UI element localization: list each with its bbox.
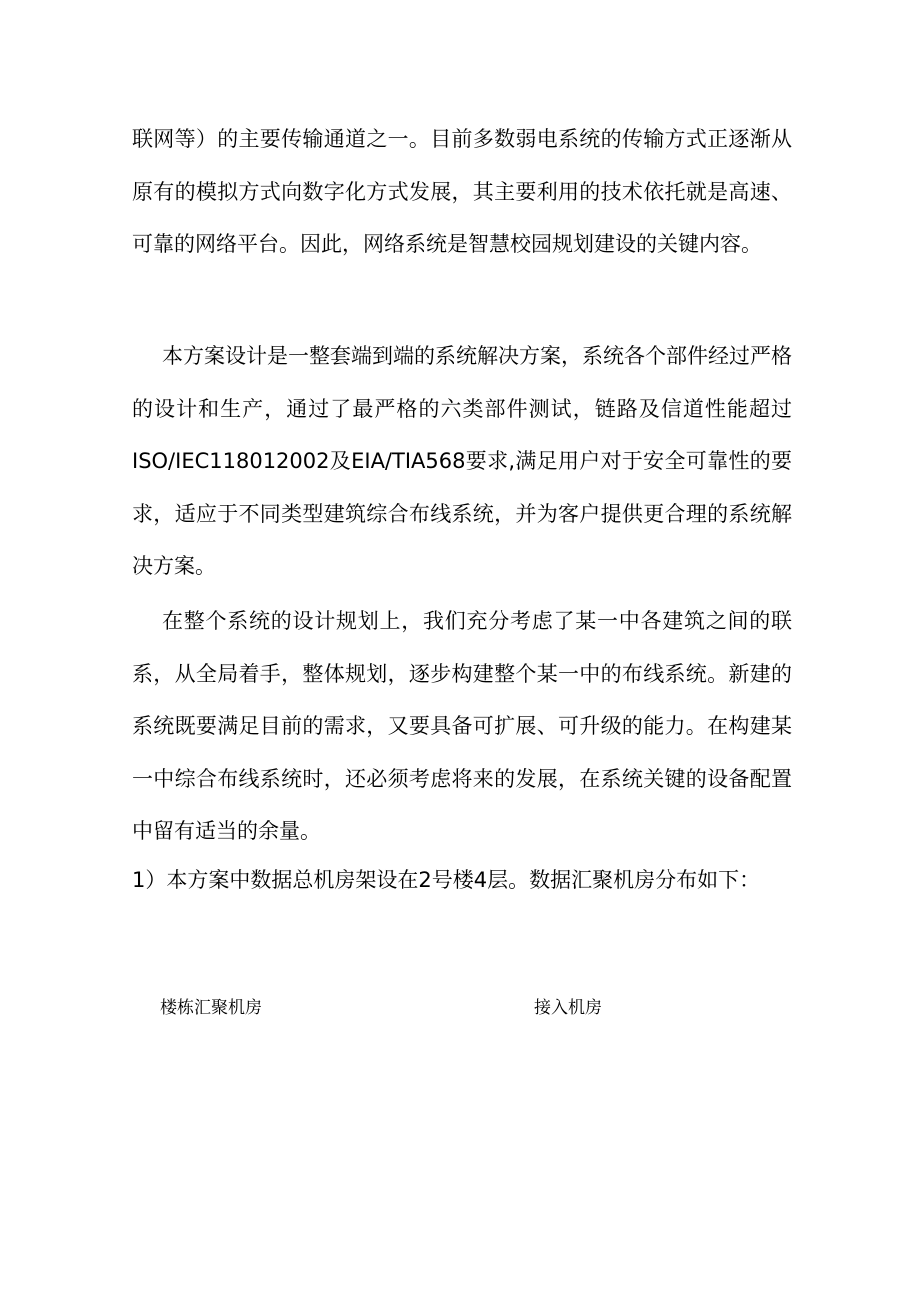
paragraph-network-importance: 联网等）的主要传输通道之一。目前多数弱电系统的传输方式正逐渐从原有的模拟方式向数字化方式发展，其主要利用的技术依托就是高速、可靠的网络平台。因此，网络系统是智慧校园规划建设的关键内容。 bbox=[132, 127, 792, 256]
paragraph-machine-room-list: 1）本方案中数据总机房架设在2号楼4层。数据汇聚机房分布如下： bbox=[132, 868, 761, 892]
diagram-label-building-aggregation-room: 楼栋汇聚机房 bbox=[160, 998, 262, 1018]
paragraph-planning: 在整个系统的设计规划上，我们充分考虑了某一中各建筑之间的联系，从全局着手，整体规划，逐步构建整个某一中的布线系统。新建的系统既要满足目前的需求，又要具备可扩展、可升级的能力。在构建某一中综合布线系统时，还必须考虑将来的发展，在系统关键的设备配置中留有适当的余量。 bbox=[132, 609, 792, 843]
diagram-label-access-room: 接入机房 bbox=[534, 998, 602, 1018]
paragraph-solution-overview: 本方案设计是一整套端到端的系统解决方案，系统各个部件经过严格的设计和生产，通过了最严格的六类部件测试，链路及信道性能超过ISO/IEC118012002及EIA/TIA568要求,满足用户对于安全可靠性的要求，适应于不同类型建筑综合布线系统，并为客户提供更合理的系统解决方案。 bbox=[132, 344, 792, 578]
